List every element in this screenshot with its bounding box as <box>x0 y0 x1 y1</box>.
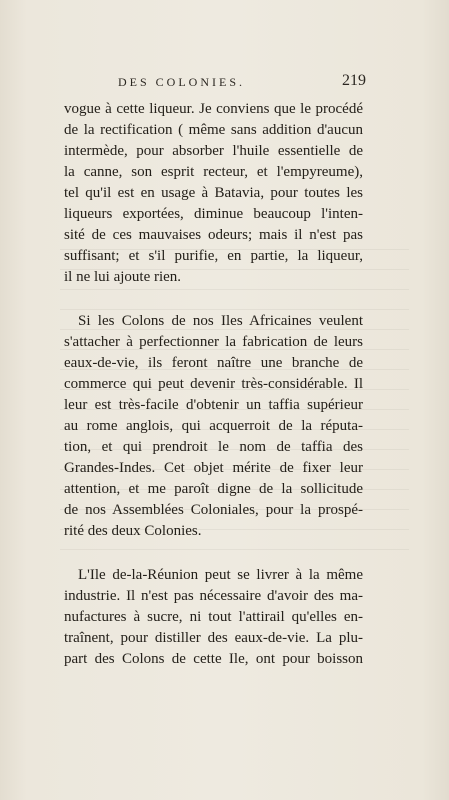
text-line: Grandes-Indes. Cet objet mérite de fixer leur <box>64 460 363 476</box>
text-line: tel qu'il est en usage à Batavia, pour toutes les <box>64 185 363 201</box>
text-line: s'attacher à perfectionner la fabrication de leurs <box>64 334 363 350</box>
text-line: industrie. Il n'est pas nécessaire d'avoir des ma- <box>64 588 363 604</box>
paragraph-2 <box>64 311 363 542</box>
paragraph-3 <box>64 565 363 670</box>
text-line: rité des deux Colonies. <box>64 523 202 539</box>
text-line: de la rectification ( même sans addition d'aucun <box>64 122 363 138</box>
text-line: nufactures à sucre, ni tout l'attirail qu'elles en- <box>64 609 363 625</box>
text-line: vogue à cette liqueur. Je conviens que le procédé <box>64 101 363 117</box>
text-line: suffisant; et s'il purifie, en partie, la liqueur, <box>64 248 363 264</box>
text-line: de nos Assemblées Coloniales, pour la prospé- <box>64 502 363 518</box>
body-text <box>64 99 363 670</box>
text-line: au rome anglois, qui acquerroit de la réputa- <box>64 418 363 434</box>
text-line: L'Ile de-la-Réunion peut se livrer à la même <box>78 567 363 583</box>
text-line: attention, et me paroît digne de la sollicitude <box>64 481 363 497</box>
text-line: part des Colons de cette Ile, ont pour boisson <box>64 651 363 667</box>
text-line: il ne lui ajoute rien. <box>64 269 182 285</box>
text-line: leur est très-facile d'obtenir un taffia supérieur <box>64 397 363 413</box>
paragraph-1 <box>64 99 363 288</box>
text-line: Si les Colons de nos Iles Africaines veulent <box>78 313 363 329</box>
text-line: tion, et qui prendroit le nom de taffia des <box>64 439 363 455</box>
running-title: DES COLONIES. <box>118 75 246 89</box>
text-line: traînent, pour distiller des eaux-de-vie. La plu- <box>64 630 363 646</box>
text-line: la canne, son esprit recteur, et l'empyreume), <box>64 164 363 180</box>
text-line: intermède, pour absorber l'huile essentielle de <box>64 143 363 159</box>
text-line: commerce qui peut devenir très-considérable. Il <box>64 376 363 392</box>
paragraph-gap <box>64 288 363 311</box>
text-line: liqueurs exportées, diminue beaucoup l'inten- <box>64 206 363 222</box>
page-number: 219 <box>342 72 366 89</box>
paragraph-gap <box>64 542 363 565</box>
text-line: sité de ces mauvaises odeurs; mais il n'est pas <box>64 227 363 243</box>
text-line: eaux-de-vie, ils feront naître une branche de <box>64 355 363 371</box>
